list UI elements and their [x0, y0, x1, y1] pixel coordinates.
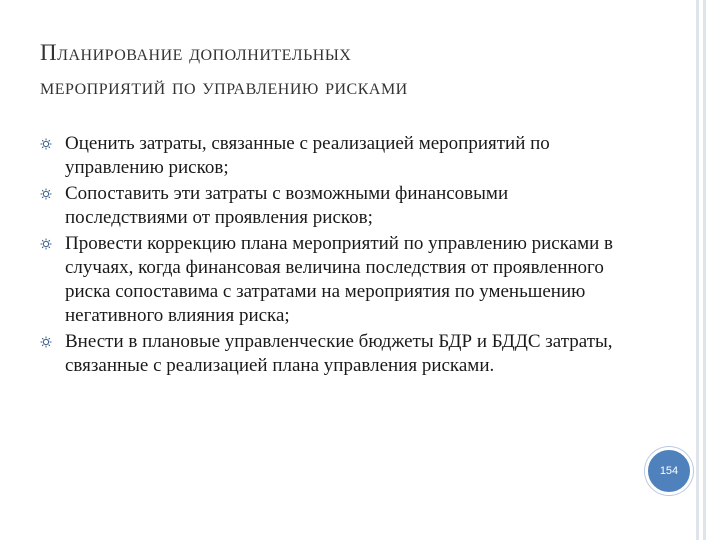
decorative-rule-right [703, 0, 706, 540]
slide-title [40, 36, 640, 104]
page-number-badge: 154 [645, 447, 693, 495]
bullet-item-3 [40, 232, 620, 328]
bullet-text-1: Оценить затраты, связанные с реализацией мероприятий по управлению рисков; [65, 133, 550, 178]
decorative-rule-left [696, 0, 699, 540]
slide-title-line-1: Планирование дополнительных [40, 40, 352, 65]
bullet-item-1 [40, 132, 620, 180]
sun-bullet-icon [40, 336, 52, 348]
sun-bullet-icon [40, 188, 52, 200]
bullet-item-4 [40, 330, 620, 378]
sun-bullet-icon [40, 138, 52, 150]
bullet-text-4: Внести в плановые управленческие бюджеты БДР и БДДС затраты, связанные с реализацией плана управления рисками. [65, 331, 613, 376]
bullet-list [40, 132, 620, 380]
bullet-text-2: Сопоставить эти затраты с возможными финансовыми последствиями от проявления рисков; [65, 183, 509, 228]
slide-title-line-2: мероприятий по управлению рисками [40, 74, 408, 99]
bullet-item-2 [40, 182, 620, 230]
bullet-text-3: Провести коррекцию плана мероприятий по управлению рисками в случаях, когда финансовая величина последствия от проявленного риска сопоставима с затратами на мероприятия по уменьшению негативного влияния риска; [65, 233, 614, 326]
sun-bullet-icon [40, 238, 52, 250]
